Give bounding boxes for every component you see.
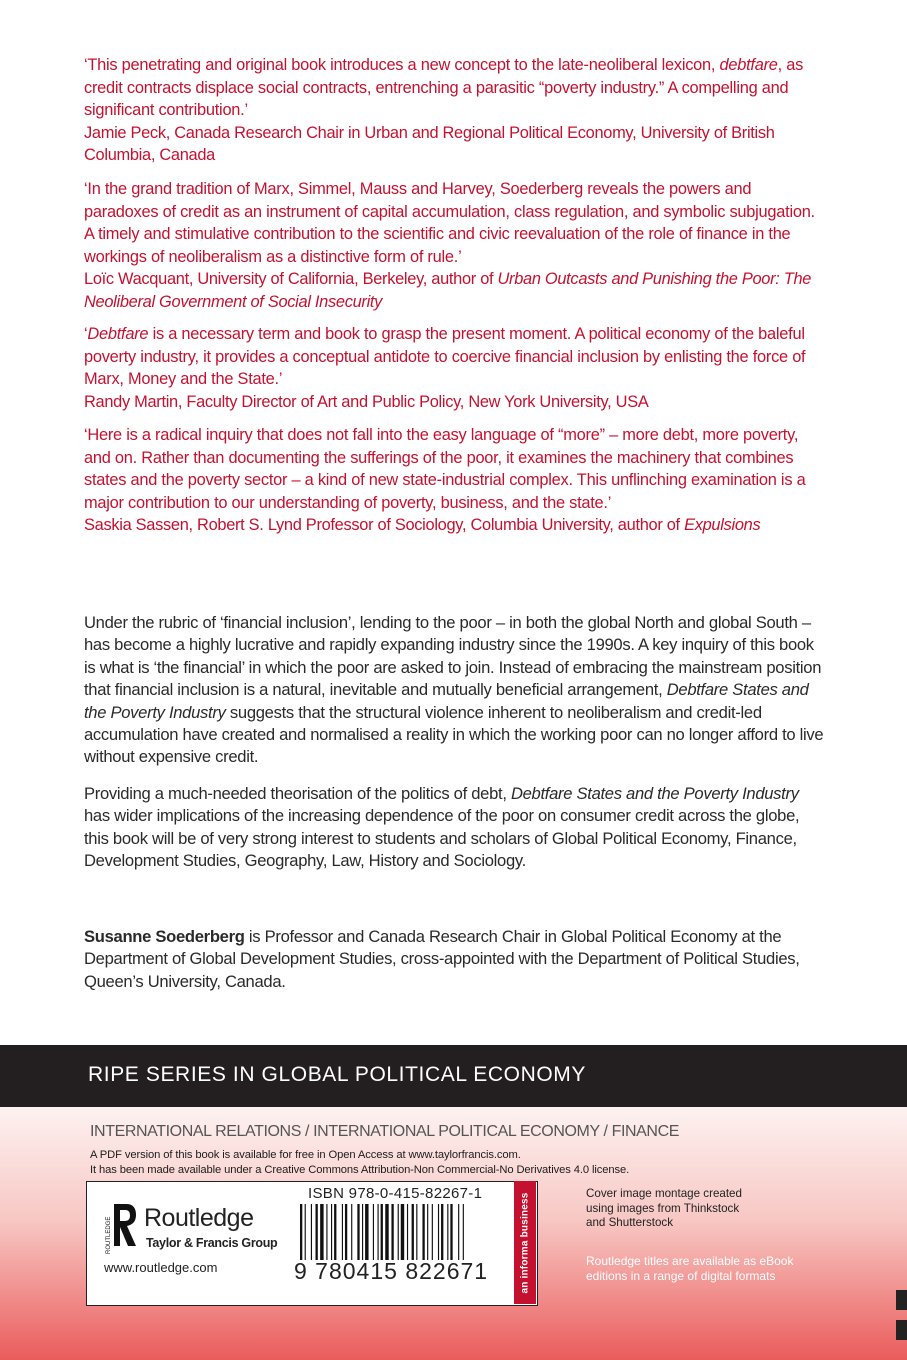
quote-text: ‘Here is a radical inquiry that does not fall into the easy language of “more” – more debt, more poverty, and on. Rather than documenting the sufferings of the poor, it examines the machinery that combines states and the poverty sector – a kind of new state-industrial complex. This unflinching examination is a major contribution to our understanding of poverty, business, and the state.’ — [84, 426, 806, 512]
barcode — [298, 1204, 514, 1260]
barcode-number: 9 780415 822671 — [294, 1258, 489, 1284]
logo-vertical-text: ROUTLEDGE — [106, 1216, 112, 1254]
subject-categories: INTERNATIONAL RELATIONS / INTERNATIONAL POLITICAL ECONOMY / FINANCE — [90, 1123, 679, 1140]
quote-text: , as credit contracts displace social contracts, entrenching a parasitic “poverty industry.” A compelling and significant contribution.’ — [84, 56, 804, 120]
open-access-line: It has been made available under a Creative Commons Attribution-Non Commercial-No Derivatives 4.0 license. — [90, 1164, 630, 1176]
review-2 — [84, 178, 824, 314]
informa-text: an informa business — [519, 1191, 531, 1294]
book-title-italic: Debtfare States and the Poverty Industry — [84, 680, 809, 722]
routledge-logo-icon — [104, 1200, 140, 1261]
credit-line: Cover image montage created — [586, 1187, 742, 1200]
open-access-notice — [90, 1148, 629, 1178]
quote-italic: Debtfare — [87, 325, 149, 343]
publisher-group: Taylor & Francis Group — [146, 1236, 278, 1250]
isbn: ISBN 978-0-415-82267-1 — [308, 1185, 483, 1202]
quote-text: ‘This penetrating and original book introduces a new concept to the late-neoliberal lexicon, — [84, 56, 720, 74]
ebook-line: Routledge titles are available as eBook — [586, 1254, 794, 1268]
attribution-italic: Expulsions — [684, 516, 761, 535]
quote-text: ‘ — [84, 325, 88, 343]
review-3 — [84, 323, 824, 413]
author-bio-text — [84, 926, 824, 993]
attribution-text: Loïc Wacquant, University of California, Berkeley, author of — [84, 270, 498, 289]
bio-text: is Professor and Canada Research Chair in Global Political Economy at the Department of Global Development Studies, cross-appointed with the Department of Political Studies, Queen’s University, Canada. — [84, 927, 800, 991]
edge-mark — [896, 1320, 907, 1340]
review-quote — [84, 54, 824, 122]
quote-italic: debtfare — [719, 56, 778, 74]
quote-text: ‘In the grand tradition of Marx, Simmel, Mauss and Harvey, Soederberg reveals the powers and paradoxes of credit as an instrument of capital accumulation, class regulation, and symbolic subjugation. A timely and stimulative contribution to the scientific and civic reevaluation of the role of finance in the workings of neoliberalism as a distinctive form of rule.’ — [84, 180, 815, 266]
credit-line: using images from Thinkstock — [586, 1201, 740, 1215]
publisher-url: www.routledge.com — [104, 1260, 218, 1275]
review-quote — [84, 424, 824, 514]
edge-mark — [896, 1290, 907, 1310]
review-attribution — [84, 514, 824, 537]
cover-credit — [586, 1187, 742, 1231]
informa-strip — [514, 1181, 536, 1304]
review-quote — [84, 178, 824, 268]
series-title: RIPE SERIES IN GLOBAL POLITICAL ECONOMY — [88, 1063, 586, 1086]
book-description — [84, 612, 824, 872]
attribution-italic: Urban Outcasts and Punishing the Poor: The Neoliberal Government of Social Insecurity — [84, 270, 812, 311]
description-paragraph-2 — [84, 783, 824, 873]
author-name: Susanne Soederberg — [84, 927, 245, 946]
ebook-line: editions in a range of digital formats — [586, 1269, 776, 1283]
review-attribution — [84, 268, 824, 313]
review-4 — [84, 424, 824, 537]
paragraph-text: has wider implications of the increasing dependence of the poor on consumer credit across the globe, this book will be of very strong interest to students and scholars of Global Political Economy, Finance, Development Studies, Geography, Law, History and Sociology. — [84, 806, 800, 871]
book-title-italic: Debtfare States and the Poverty Industry — [510, 783, 799, 803]
publisher-name: Routledge — [144, 1204, 254, 1232]
quote-text: is a necessary term and book to grasp the present moment. A political economy of the baleful poverty industry, it provides a conceptual antidote to coercive financial inclusion by enlisting the force of Marx, Money and the State.’ — [84, 325, 806, 389]
paragraph-text: Providing a much-needed theorisation of the politics of debt, — [84, 783, 511, 803]
open-access-line: A PDF version of this book is available for free in Open Access at www.taylorfrancis.com. — [90, 1149, 521, 1161]
attribution-text: Saskia Sassen, Robert S. Lynd Professor of Sociology, Columbia University, author of — [84, 516, 685, 535]
review-1 — [84, 54, 824, 167]
paragraph-text: Under the rubric of ‘financial inclusion’, lending to the poor – in both the global North and global South – has become a highly lucrative and rapidly expanding industry since the 1990s. A key inquiry of this book is what is ‘the financial’ in which the poor are asked to join. Instead of embracing the mainstream position that financial inclusion is a natural, inevitable and mutually beneficial arrangement, — [84, 613, 822, 700]
review-quote — [84, 323, 824, 391]
credit-line: and Shutterstock — [586, 1216, 674, 1229]
description-paragraph-1 — [84, 612, 824, 769]
paragraph-text: suggests that the structural violence inherent to neoliberalism and credit-led accumulation have created and normalised a reality in which the working poor can no longer afford to live without expensive credit. — [84, 702, 824, 767]
author-bio — [84, 926, 824, 993]
review-attribution: Randy Martin, Faculty Director of Art and Public Policy, New York University, USA — [84, 392, 649, 411]
review-attribution: Jamie Peck, Canada Research Chair in Urban and Regional Political Economy, University of British Columbia, Canada — [84, 123, 775, 165]
ebook-note — [586, 1254, 793, 1284]
